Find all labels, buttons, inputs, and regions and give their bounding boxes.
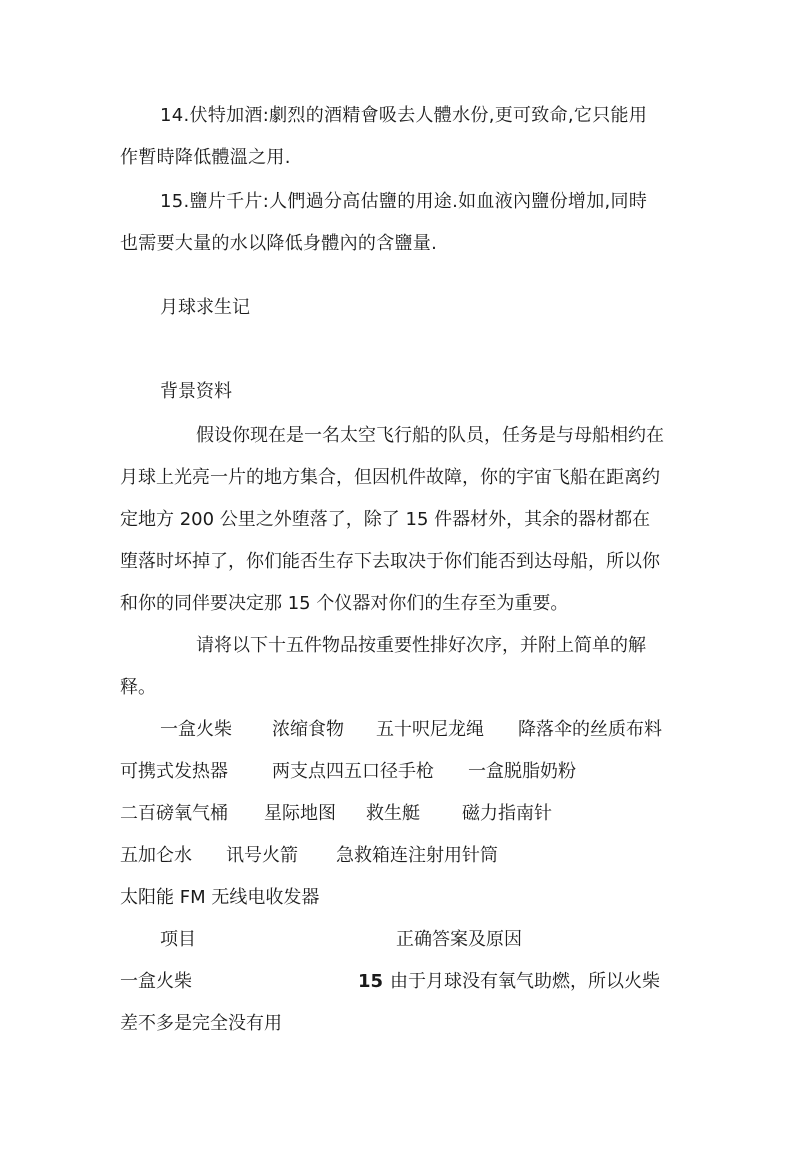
table-header-item: 项目 <box>160 929 196 950</box>
table-row-reason-cont: 差不多是完全没有用 <box>120 1013 282 1034</box>
note-14-line-1: 14.伏特加酒:劇烈的酒精會吸去人體水份,更可致命,它只能用 <box>160 105 648 126</box>
item-first-aid-kit: 急救箱连注射用针筒 <box>336 845 498 866</box>
item-matches: 一盒火柴 <box>160 719 232 740</box>
instruction-line: 释。 <box>120 677 156 698</box>
item-milk-powder: 一盒脱脂奶粉 <box>468 761 576 782</box>
table-header-answer: 正确答案及原因 <box>396 929 522 950</box>
note-14-line-2: 作暫時降低體溫之用. <box>120 147 291 168</box>
item-oxygen-tanks: 二百磅氧气桶 <box>120 803 228 824</box>
item-life-raft: 救生艇 <box>366 803 420 824</box>
instruction-line: 请将以下十五件物品按重要性排好次序，并附上简单的解 <box>196 635 646 656</box>
table-row-rank: 15 <box>358 971 384 992</box>
table-row-item: 一盒火柴 <box>120 971 192 992</box>
background-paragraph-line: 假设你现在是一名太空飞行船的队员，任务是与母船相约在 <box>196 425 664 446</box>
background-paragraph-line: 月球上光亮一片的地方集合，但因机件故障，你的宇宙飞船在距离约 <box>120 467 660 488</box>
background-paragraph-line: 和你的同伴要决定那 15 个仪器对你们的生存至为重要。 <box>120 593 569 614</box>
background-paragraph-line: 堕落时坏掉了，你们能否生存下去取决于你们能否到达母船，所以你 <box>120 551 660 572</box>
item-parachute-silk: 降落伞的丝质布料 <box>518 719 662 740</box>
table-row-reason: 由于月球没有氧气助燃，所以火柴 <box>390 971 660 992</box>
background-heading: 背景资料 <box>160 381 232 402</box>
item-water: 五加仑水 <box>120 845 192 866</box>
section-title: 月球求生记 <box>160 297 250 318</box>
item-star-map: 星际地图 <box>264 803 336 824</box>
item-portable-heater: 可携式发热器 <box>120 761 228 782</box>
item-fm-radio: 太阳能 FM 无线电收发器 <box>120 887 320 908</box>
item-pistols: 两支点四五口径手枪 <box>272 761 434 782</box>
item-compass: 磁力指南针 <box>462 803 552 824</box>
note-15-line-1: 15.鹽片千片:人們過分高估鹽的用途.如血液內鹽份增加,同時 <box>160 191 648 212</box>
item-signal-flares: 讯号火箭 <box>226 845 298 866</box>
item-nylon-rope: 五十呎尼龙绳 <box>376 719 484 740</box>
item-concentrated-food: 浓缩食物 <box>272 719 344 740</box>
background-paragraph-line: 定地方 200 公里之外堕落了，除了 15 件器材外，其余的器材都在 <box>120 509 651 530</box>
note-15-line-2: 也需要大量的水以降低身體內的含鹽量. <box>120 233 438 254</box>
